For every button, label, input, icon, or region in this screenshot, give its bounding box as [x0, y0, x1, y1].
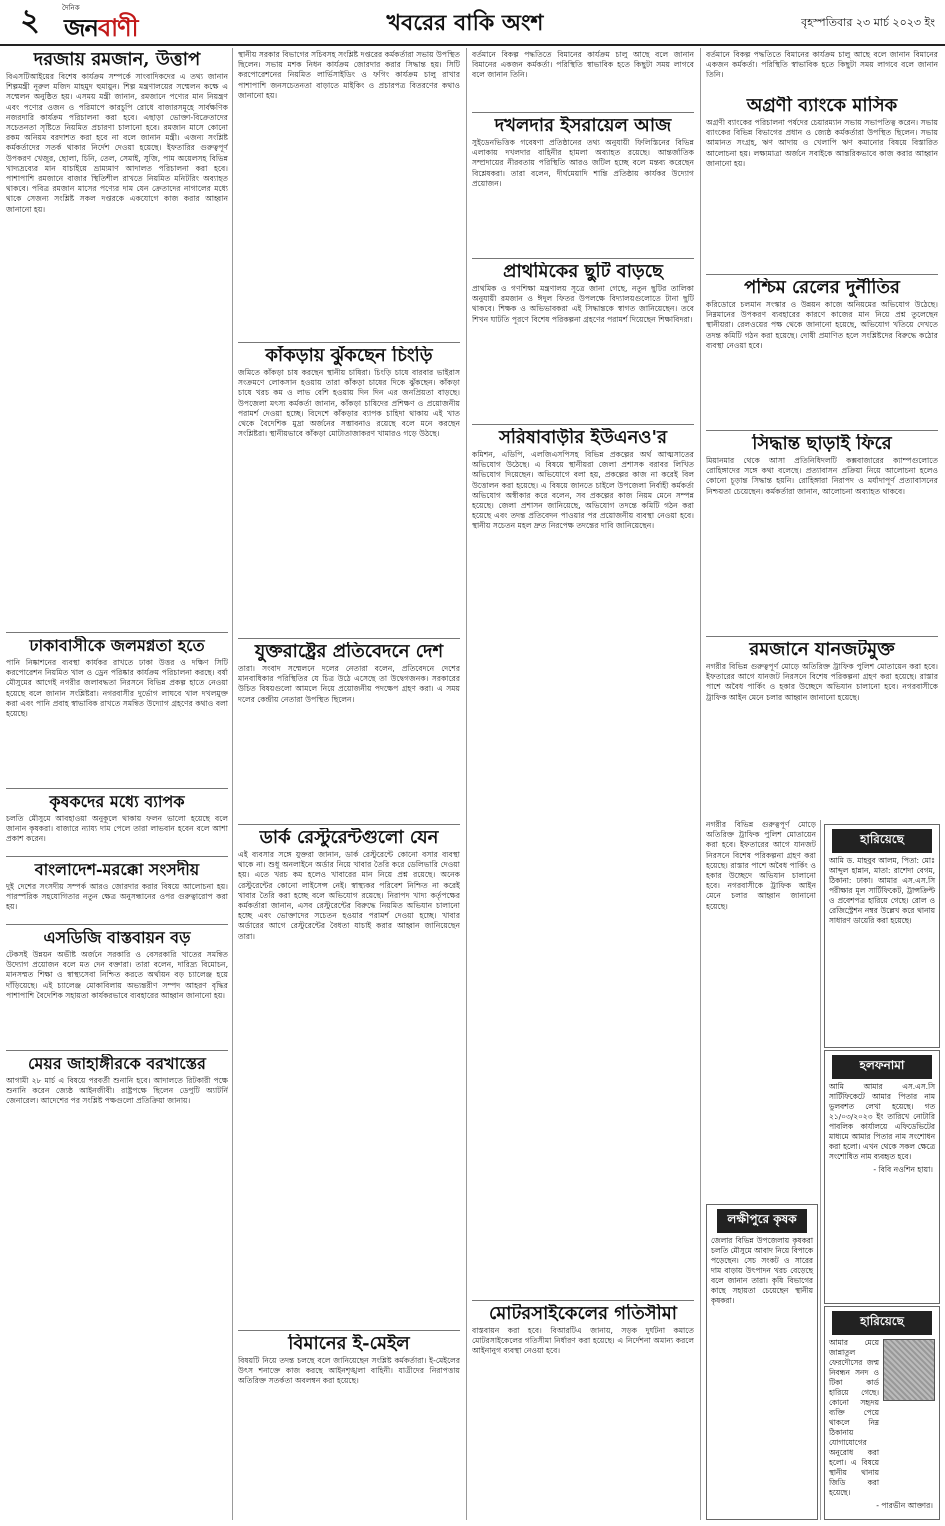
article-body: বাস্তবায়ন করা হবে। বিআরটিএ জানায়, সড়ক দুর্ঘটনা কমাতে মোটরসাইকেলের গতিসীমা নির্ধারণ করা হয়েছে। এ নির্দেশনা অমান্য করলে আইনানুগ ব্যবস্থা নেওয়া হবে।: [472, 1326, 694, 1356]
article-dark-restaurant: [238, 828, 460, 1328]
article-title: মোটরসাইকেলের গতিসীমা: [488, 1304, 678, 1324]
rule: [6, 632, 228, 633]
article-title: অগ্রণী ব্যাংকে মাসিক: [746, 96, 898, 116]
article-body: বর্তমানে বিকল্প পদ্ধতিতে বিমানের কার্যক্রম চালু আছে বলে জানান বিমানের একজন কর্মকর্তা। পরিস্থিতি স্বাভাবিক হতে কিছুটা সময় লাগবে বলে জানান তিনি।: [472, 50, 694, 80]
article-body: নগরীর বিভিন্ন গুরুত্বপূর্ণ মোড়ে অতিরিক্ত ট্রাফিক পুলিশ মোতায়েন করা হবে। ইফতারের আগে যানজট নিরসনে বিশেষ পরিকল্পনা গ্রহণ করা হয়েছে। রাস্তার পাশে অবৈধ পার্কিং ও হকার উচ্ছেদে অভিযান চালানো হবে। নগরবাসীকে ট্রাফিক আইন মেনে চলার আহ্বান জানানো হয়েছে।: [706, 820, 816, 911]
rule: [706, 430, 938, 431]
rule: [6, 924, 228, 925]
rule: [472, 112, 694, 113]
article-sdg: [6, 928, 228, 1048]
column-divider: [466, 48, 467, 1520]
article-body: আগামী ২৮ মার্চ এ বিষয়ে পরবর্তী শুনানি হবে। আদালতে রিটকারী পক্ষে শুনানি করেন জ্যেষ্ঠ আইনজীবী। রাষ্ট্রপক্ষে ছিলেন ডেপুটি অ্যাটর্নি জেনারেল। আদেশের পর সংশ্লিষ্ট পক্ষগুলো প্রতিক্রিয়া জানায়।: [6, 1076, 228, 1106]
article-body: চলতি মৌসুমে আবহাওয়া অনুকূলে থাকায় ফলন ভালো হয়েছে বলে জানান কৃষকরা। বাজারে ন্যায্য দাম পেলে তারা লাভবান হবেন বলে আশা প্রকাশ করেন।: [6, 814, 228, 844]
article-body: বিষয়টি নিয়ে তদন্ত চলছে বলে জানিয়েছেন সংশ্লিষ্ট কর্মকর্তারা। ই-মেইলের উৎস শনাক্তে কাজ করছে আইনশৃঙ্খলা বাহিনী। যাত্রীদের নিরাপত্তায় অতিরিক্ত সতর্কতা অবলম্বন করা হয়েছে।: [238, 1356, 460, 1386]
classified-head: হারিয়েছে: [832, 829, 932, 853]
newspaper-logo: [62, 2, 148, 40]
article-title: দখলদার ইসরায়েল আজ: [494, 116, 672, 136]
article-body: নগরীর বিভিন্ন গুরুত্বপূর্ণ মোড়ে অতিরিক্ত ট্রাফিক পুলিশ মোতায়েন করা হবে। ইফতারের আগে যানজট নিরসনে বিশেষ পরিকল্পনা গ্রহণ করা হয়েছে। রাস্তার পাশে অবৈধ পার্কিং ও হকার উচ্ছেদে অভিযান চালানো হবে। নগরবাসীকে ট্রাফিক আইন মেনে চলার আহ্বান জানানো হয়েছে।: [706, 662, 938, 702]
article-body: স্থানীয় সরকার বিভাগের সচিবসহ সংশ্লিষ্ট দপ্তরের কর্মকর্তারা সভায় উপস্থিত ছিলেন। সভায় মশক নিধন কার্যক্রম জোরদার করার সিদ্ধান্ত হয়। সিটি করপোরেশনের নিয়মিত লার্ভিসাইডিং ও ফগিং কার্যক্রম চালু রাখার পাশাপাশি জনসচেতনতা বাড়াতে মাইকিং ও প্রচারপত্র বিতরণের কথাও জানানো হয়।: [238, 50, 460, 100]
article-title: বাংলাদেশ-মরক্কো সংসদীয়: [34, 860, 200, 879]
article-title: সরিষাবাড়ীর ইউএনও'র: [499, 428, 667, 448]
article-title: পশ্চিম রেলের দুর্নীতির: [744, 278, 900, 298]
rule: [472, 1300, 694, 1301]
classified-head: হলফনামা: [832, 1055, 932, 1079]
rule: [6, 788, 228, 789]
article-continued: [706, 50, 938, 90]
article-title: বিমানের ই-মেইল: [288, 1334, 410, 1354]
classified-sign: - পারভীন আক্তার।: [876, 1501, 933, 1510]
article-title: কৃষকদের মধ্যে ব্যাপক: [49, 792, 185, 811]
article-body: তারা। সংবাদ সম্মেলনে দলের নেতারা বলেন, প্রতিবেদনে দেশের মানবাধিকার পরিস্থিতির যে চিত্র উঠে এসেছে তা উদ্বেগজনক। সরকারের উচিত বিষয়গুলো আমলে নিয়ে প্রয়োজনীয় পদক্ষেপ গ্রহণ করা। এ সময় দলের কেন্দ্রীয় নেতারা উপস্থিত ছিলেন।: [238, 664, 460, 704]
rule: [6, 856, 228, 857]
classified-sign: - বিবি নওশিন হায়া।: [873, 1165, 933, 1174]
page-number: ২: [20, 3, 40, 38]
rule: [238, 638, 460, 639]
classified-head: হারিয়েছে: [832, 1311, 932, 1335]
article-body: জমিতে কাঁকড়া চাষ করছেন স্থানীয় চাষিরা। চিংড়ি চাষে বারবার ভাইরাস সংক্রমণে লোকসান হওয়ায় তারা কাঁকড়া চাষের দিকে ঝুঁকছেন। কাঁকড়া চাষে খরচ কম ও লাভ বেশি হওয়ায় দিন দিন এর জনপ্রিয়তা বাড়ছে। উপজেলা মৎস্য কর্মকর্তা জানান, কাঁকড়া চাষিদের প্রশিক্ষণ ও প্রয়োজনীয় পরামর্শ দেওয়া হচ্ছে। বিদেশে কাঁকড়ার ব্যাপক চাহিদা থাকায় এই খাত থেকে বৈদেশিক মুদ্রা অর্জনের সম্ভাবনাও রয়েছে বলে মনে করছেন সংশ্লিষ্টরা। স্থানীয়ভাবে কাঁকড়া মোটাতাজাকরণ খামারও গড়ে উঠছে।: [238, 368, 460, 439]
article-us-report: [238, 642, 460, 822]
classified-affidavit: [824, 1050, 940, 1304]
article-body: এই ব্যবসার সঙ্গে যুক্তরা জানান, ডার্ক রেস্টুরেন্টে কোনো বসার ব্যবস্থা থাকে না। শুধু অনলাইনে অর্ডার নিয়ে খাবার তৈরি করে ডেলিভারি দেওয়া হয়। এতে খরচ কম হলেও খাবারের মান নিয়ে প্রশ্ন রয়েছে। অনেক রেস্টুরেন্টের কোনো লাইসেন্স নেই। স্বাস্থ্যকর পরিবেশ নিশ্চিত না করেই খাবার তৈরি করা হচ্ছে বলে অভিযোগ রয়েছে। নিরাপদ খাদ্য কর্তৃপক্ষের কর্মকর্তারা জানান, এসব রেস্টুরেন্টের বিরুদ্ধে নিয়মিত অভিযান চালানো হচ্ছে এবং ভোক্তাদের সচেতন হওয়ার পরামর্শ দেওয়া হচ্ছে। খাবার অর্ডারের আগে রেস্টুরেন্টের বৈধতা যাচাই করার আহ্বান জানিয়েছেন তারা।: [238, 850, 460, 941]
masthead: [0, 0, 945, 46]
article-shrimp: [238, 346, 460, 636]
article-body: মিয়ানমার থেকে আসা প্রতিনিধিদলটি কক্সবাজারের ক্যাম্পগুলোতে রোহিঙ্গাদের সঙ্গে কথা বলেছে। প্রত্যাবাসন প্রক্রিয়া নিয়ে আলোচনা হলেও কোনো চূড়ান্ত সিদ্ধান্ত হয়নি। রোহিঙ্গারা নিরাপদ ও মর্যাদাপূর্ণ প্রত্যাবাসনের নিশ্চয়তা চেয়েছেন। কর্মকর্তারা জানান, আলোচনা অব্যাহত থাকবে।: [706, 456, 938, 496]
article-farmers: [6, 792, 228, 854]
article-body: অগ্রণী ব্যাংকের পরিচালনা পর্ষদের চেয়ারম্যান সভায় সভাপতিত্ব করেন। সভায় ব্যাংকের বিভিন্ন বিভাগের প্রধান ও জ্যেষ্ঠ কর্মকর্তারা উপস্থিত ছিলেন। সভায় আমানত সংগ্রহ, ঋণ আদায় ও খেলাপি ঋণ কমানোর বিষয়ে বিস্তারিত আলোচনা হয়। লক্ষ্যমাত্রা অর্জনে সবাইকে আন্তরিকভাবে কাজ করার আহ্বান জানানো হয়।: [706, 118, 938, 168]
article-body: টেকসই উন্নয়ন অভীষ্ট অর্জনে সরকারি ও বেসরকারি খাতের সমন্বিত উদ্যোগ প্রয়োজন বলে মত দেন বক্তারা। তারা বলেন, দারিদ্র্য বিমোচন, মানসম্মত শিক্ষা ও স্বাস্থ্যসেবা নিশ্চিত করতে অর্থায়ন বড় চ্যালেঞ্জ হয়ে দাঁড়িয়েছে। এই চ্যালেঞ্জ মোকাবিলায় অভ্যন্তরীণ সম্পদ আহরণ বৃদ্ধির পাশাপাশি বৈদেশিক সহায়তা কার্যকরভাবে ব্যবহারের আহ্বান জানানো হয়।: [6, 950, 228, 1000]
article-agrani: [706, 96, 938, 272]
article-continued: [706, 820, 816, 1200]
dateline: বৃহস্পতিবার ২৩ মার্চ ২০২৩ ইং: [801, 16, 935, 29]
column-divider: [232, 48, 233, 1520]
article-railway: [706, 278, 938, 428]
article-body: সুইডেনভিত্তিক গবেষণা প্রতিষ্ঠানের তথ্য অনুযায়ী ফিলিস্তিনের বিভিন্ন এলাকায় দখলদার বাহিনীর হামলা অব্যাহত রয়েছে। আন্তর্জাতিক সম্প্রদায়ের নীরবতায় পরিস্থিতি আরও জটিল হচ্ছে বলে মন্তব্য করেছেন বিশ্লেষকরা। তারা বলেন, দীর্ঘমেয়াদি শান্তি প্রতিষ্ঠায় কার্যকর উদ্যোগ প্রয়োজন।: [472, 138, 694, 188]
article-title: ডার্ক রেস্টুরেন্টগুলো যেন: [259, 828, 439, 848]
person-photo: [883, 1339, 935, 1401]
logo-wordmark: [64, 10, 138, 50]
article-continued: [472, 50, 694, 110]
rule: [706, 274, 938, 275]
article-israel: [472, 116, 694, 256]
article-mayor: [6, 1054, 228, 1518]
logo-small-text: দৈনিক: [62, 4, 80, 12]
article-dhaka-water: [6, 636, 228, 786]
classified-body: আমি ড. মাহবুব আলম, পিতা: মোঃ আব্দুল হান্নান, মাতা: রাশেদা বেগম, ঠিকানা: ঢাকা। আমার এস.এস.সি পরীক্ষার মূল সার্টিফিকেট, ট্রান্সক্রিপ্ট ও প্রবেশপত্র হারিয়ে গেছে। রোল ও রেজিস্ট্রেশন নম্বর উল্লেখ করে থানায় সাধারণ ডায়েরি করা হয়েছে।: [829, 856, 935, 925]
rule: [706, 636, 938, 637]
article-title: সিদ্ধান্ত ছাড়াই ফিরে: [752, 434, 892, 454]
article-title: ঢাকাবাসীকে জলমগ্নতা হতে: [29, 636, 205, 655]
classified-lost-2: [824, 1306, 940, 1520]
article-title: কাঁকড়ায় ঝুঁকছেন চিংড়ি: [265, 346, 433, 366]
article-continued: [238, 50, 460, 340]
article-morocco: [6, 860, 228, 922]
rule: [472, 424, 694, 425]
article-body: কমিশন, এডিপি, এলজিএসপিসহ বিভিন্ন প্রকল্পের অর্থ আত্মসাতের অভিযোগ উঠেছে। এ বিষয়ে স্থানীয়রা জেলা প্রশাসক বরাবর লিখিত অভিযোগ দিয়েছেন। অভিযোগে বলা হয়, প্রকল্পের কাজ না করেই বিল উত্তোলন করা হয়েছে। এ বিষয়ে জানতে চাইলে উপজেলা নির্বাহী কর্মকর্তা অভিযোগ অস্বীকার করে বলেন, সব প্রকল্পের কাজ নিয়ম মেনে সম্পন্ন হয়েছে। জেলা প্রশাসন জানিয়েছে, অভিযোগ তদন্তে কমিটি গঠন করা হয়েছে এবং তদন্ত প্রতিবেদন পাওয়ার পর প্রয়োজনীয় ব্যবস্থা নেওয়া হবে। স্থানীয় সচেতন মহল দ্রুত নিরপেক্ষ তদন্তের দাবি জানিয়েছেন।: [472, 450, 694, 531]
rule: [6, 1050, 228, 1051]
logo-part2: বাণী: [97, 13, 138, 42]
article-airport-email: [238, 1334, 460, 1518]
rule: [472, 258, 694, 259]
article-primary: [472, 262, 694, 422]
article-title: মেয়র জাহাঙ্গীরকে বরখাস্তের: [28, 1054, 206, 1073]
article-title: যুক্তরাষ্ট্রের প্রতিবেদনে দেশ: [254, 642, 444, 662]
article-body: বিএসটিআইয়ের বিশেষ কার্যক্রম সম্পর্কে সাংবাদিকদের এ তথ্য জানান শিল্পমন্ত্রী নূরুল মজিদ মাহমুদ হুমায়ুন। শিল্প মন্ত্রণালয়ের সম্মেলন কক্ষে এ সম্মেলন অনুষ্ঠিত হয়। এসময় মন্ত্রী জানান, রমজানে পণ্যের মান নিয়ন্ত্রণ এবং পণ্যের ওজন ও পরিমাপে কারচুপি রোধে বাজারসমূহে সার্বক্ষণিক নজরদারি কার্যক্রম পরিচালনা করা হবে। এছাড়া ভোক্তা-বিক্রেতাদের সচেতনতা সৃষ্টিতে নিয়মিত প্রচারণা চালানো হবে। রমজান মাসে কোনো রকম অনিয়ম বরদাশত করা হবে না বলে জানান মন্ত্রী। এজন্য সংশ্লিষ্ট কর্মকর্তাদের সতর্ক থাকার নির্দেশ দেওয়া হয়েছে। ইফতারির গুরুত্বপূর্ণ উপকরণ খেজুর, ছোলা, চিনি, তেল, সেমাই, সুজি, পাম অয়েলসহ বিভিন্ন খাদ্যদ্রব্যের মান যাচাইয়ে ভ্রাম্যমাণ আদালত পরিচালনা করা হবে। পাশাপাশি রমজানে বাজার স্থিতিশীল রাখতে নিয়মিত মনিটরিং অব্যাহত থাকবে। পবিত্র রমজান মাসের পণ্যের দাম যেন ক্রেতাদের নাগালের মধ্যে থাকে সেজন্য সংশ্লিষ্ট সকল দপ্তরকে একযোগে কাজ করার আহ্বান জানানো হয়।: [6, 72, 228, 214]
article-title: প্রাথমিকের ছুটি বাড়ছে: [503, 262, 663, 282]
rule: [238, 1330, 460, 1331]
classified-body: আমার মেয়ে জান্নাতুল ফেরদৌসের জন্ম নিবন্ধন সনদ ও টিকা কার্ড হারিয়ে গেছে। কোনো সহৃদয় ব্যক্তি পেয়ে থাকলে নিম্ন ঠিকানায় যোগাযোগের অনুরোধ করা হলো। এ বিষয়ে স্থানীয় থানায় জিডি করা হয়েছে।: [829, 1338, 879, 1497]
section-title: খবরের বাকি অংশ: [386, 10, 544, 36]
classified-body: আমি আমার এস.এস.সি সার্টিফিকেটে আমার পিতার নাম ভুলবশত লেখা হয়েছে। গত ২১/০৩/২০২৩ ইং তারিখে নোটারি পাবলিক কার্যালয়ে এফিডেভিটের মাধ্যমে আমার পিতার নাম সংশোধন করা হলো। এখন থেকে সকল ক্ষেত্রে সংশোধিত নাম ব্যবহৃত হবে।: [829, 1082, 935, 1161]
article-decision: [706, 434, 938, 634]
logo-part1: জন: [64, 13, 98, 42]
classified-lost-1: [824, 824, 940, 1048]
article-body: করিডোরে চলমান সংস্কার ও উন্নয়ন কাজে অনিয়মের অভিযোগ উঠেছে। নিম্নমানের উপকরণ ব্যবহারের কারণে কাজের মান নিয়ে প্রশ্ন তুলেছেন স্থানীয়রা। রেলওয়ের পক্ষ থেকে জানানো হয়েছে, অভিযোগ খতিয়ে দেখতে তদন্ত কমিটি গঠন করা হয়েছে। দোষী প্রমাণিত হলে সংশ্লিষ্টদের বিরুদ্ধে কঠোর ব্যবস্থা নেওয়া হবে।: [706, 300, 938, 350]
column-divider: [700, 48, 701, 1520]
article-title: দরজায় রমজান, উত্তাপ: [33, 50, 201, 70]
article-body: প্রাথমিক ও গণশিক্ষা মন্ত্রণালয় সূত্রে জানা গেছে, নতুন ছুটির তালিকা অনুযায়ী রমজান ও ঈদুল ফিতর উপলক্ষে বিদ্যালয়গুলোতে টানা ছুটি থাকবে। শিক্ষক ও অভিভাবকরা এই সিদ্ধান্তকে স্বাগত জানিয়েছেন। তবে শিখন ঘাটতি পূরণে বিশেষ পরিকল্পনা গ্রহণের পরামর্শ দিয়েছেন শিক্ষাবিদরা।: [472, 284, 694, 324]
article-title: এসডিজি বাস্তবায়ন বড়: [43, 928, 191, 947]
article-body: বর্তমানে বিকল্প পদ্ধতিতে বিমানের কার্যক্রম চালু আছে বলে জানান বিমানের একজন কর্মকর্তা। পরিস্থিতি স্বাভাবিক হতে কিছুটা সময় লাগবে বলে জানান তিনি।: [706, 50, 938, 80]
classified-body: জেলার বিভিন্ন উপজেলায় কৃষকরা চলতি মৌসুমে আবাদ নিয়ে বিপাকে পড়েছেন। সেচ সংকট ও সারের দাম বাড়ায় উৎপাদন খরচ বেড়েছে বলে জানান তারা। কৃষি বিভাগের কাছে সহায়তা চেয়েছেন স্থানীয় কৃষকরা।: [711, 1236, 813, 1305]
column-divider: [820, 820, 821, 1520]
classified-laxmipur: [706, 1204, 818, 1520]
article-ramadan: [6, 50, 228, 630]
article-body: পানি নিষ্কাশনের ব্যবস্থা কার্যকর রাখতে ঢাকা উত্তর ও দক্ষিণ সিটি করপোরেশন নিয়মিত খাল ও ড্রেন পরিষ্কার কার্যক্রম পরিচালনা করছে। বর্ষা মৌসুমের আগেই নগরীর জলাবদ্ধতা নিরসনে বিভিন্ন প্রকল্প হাতে নেওয়া হয়েছে বলে জানান সংশ্লিষ্টরা। নগরবাসীর দুর্ভোগ লাঘবে খাল দখলমুক্ত করা এবং পানি প্রবাহ স্বাভাবিক রাখতে সমন্বিত উদ্যোগ গ্রহণের কথাও বলা হয়েছে।: [6, 658, 228, 719]
rule: [238, 342, 460, 343]
article-motorcycle: [472, 1304, 694, 1518]
article-sarishabari: [472, 428, 694, 1298]
article-title: রমজানে যানজটমুক্ত: [749, 640, 895, 660]
rule: [238, 824, 460, 825]
classified-head: লক্ষীপুরে কৃষক: [717, 1209, 807, 1233]
article-ramadan-traffic: [706, 640, 938, 816]
article-body: দুই দেশের সংসদীয় সম্পর্ক আরও জোরদার করার বিষয়ে আলোচনা হয়। পারস্পরিক সহযোগিতার নতুন ক্ষেত্র অনুসন্ধানের ওপর গুরুত্বারোপ করা হয়।: [6, 882, 228, 912]
